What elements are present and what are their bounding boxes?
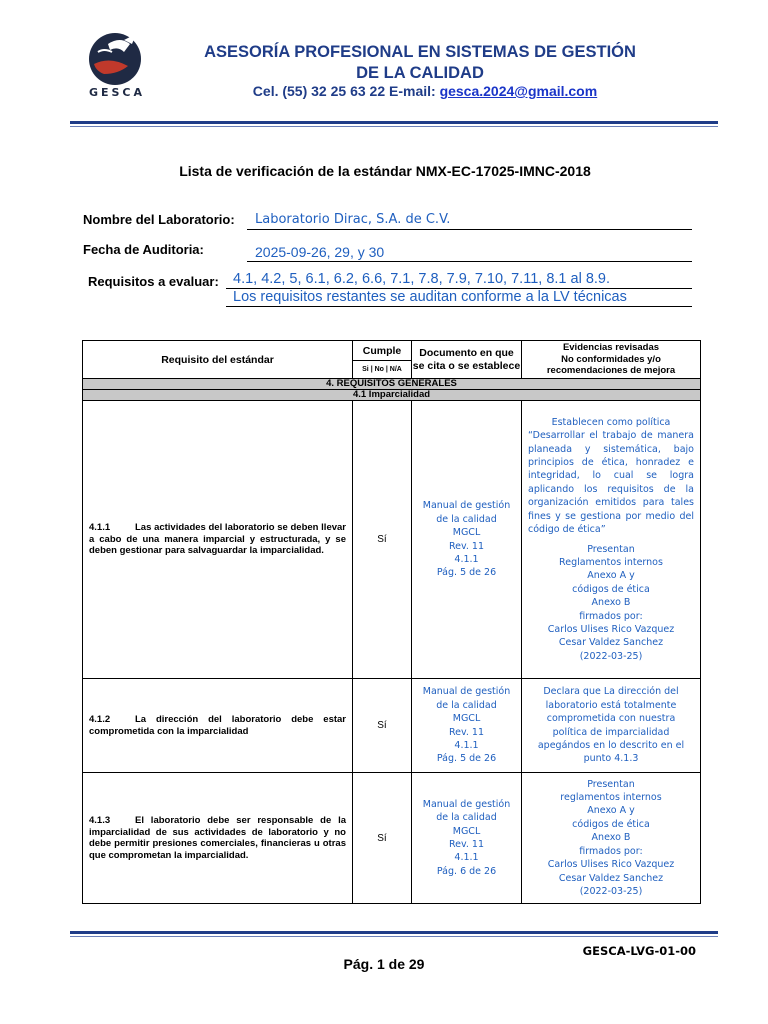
requirements-line2: Los requisitos restantes se auditan conforme a la LV técnicas	[226, 289, 692, 307]
table-row	[83, 401, 701, 679]
evidence-line: Anexo A y	[587, 570, 635, 582]
cumple-cell: Sí	[353, 679, 412, 773]
logo-emblem-icon	[84, 30, 150, 90]
evidence-line: punto 4.1.3	[583, 753, 639, 765]
evidence-line: (2022-03-25)	[579, 885, 643, 897]
header-cumple: Cumple	[353, 341, 412, 361]
requirement-cell	[83, 679, 353, 773]
table-row	[83, 773, 701, 904]
requirements-value	[226, 271, 692, 307]
evidence-line: firmados por:	[579, 610, 643, 622]
evidence-line: Carlos Ulises Rico Vazquez	[547, 859, 675, 871]
subsection-title: 4.1 Imparcialidad	[83, 390, 701, 401]
document-title: Lista de verificación de la estándar NMX-EC-17025-IMNC-2018	[179, 163, 591, 179]
requirement-number: 4.1.1	[89, 522, 111, 534]
doc-line: MGCL	[452, 527, 481, 539]
header-requisito: Requisito del estándar	[83, 341, 353, 379]
doc-line: 4.1.1	[454, 739, 479, 751]
doc-line: Rev. 11	[448, 839, 485, 850]
evidence-line: reglamentos internos	[560, 792, 662, 804]
contact-phone: Cel. (55) 32 25 63 22 E-mail:	[252, 83, 440, 99]
evidence-cell	[522, 401, 701, 679]
evidence-line: laboratorio está totalmente	[545, 699, 677, 711]
doc-line: Pág. 5 de 26	[436, 567, 497, 579]
requirements-label: Requisitos a evaluar:	[88, 274, 219, 289]
document-cell	[412, 773, 522, 904]
requirement-number: 4.1.3	[89, 815, 111, 826]
email-link[interactable]: gesca.2024@gmail.com	[439, 83, 598, 99]
doc-line: MGCL	[452, 825, 481, 837]
checklist-table	[82, 340, 701, 904]
requirements-line1: 4.1, 4.2, 5, 6.1, 6.2, 6.6, 7.1, 7.8, 7.9, 7.10, 7.11, 8.1 al 8.9.	[226, 271, 692, 289]
contact-line	[160, 83, 690, 99]
evidence-line: Anexo B	[591, 832, 631, 844]
org-name-line2: DE LA CALIDAD	[356, 64, 484, 82]
doc-line: Rev. 11	[448, 540, 485, 552]
lab-name-value: Laboratorio Dirac, S.A. de C.V.	[247, 212, 692, 230]
evidence-cell	[522, 773, 701, 904]
page-number: Pág. 1 de 29	[343, 956, 425, 972]
evidence-policy-text: “Desarrollar el trabajo de manera planeada y sistemática, bajo principios de ética, honradez e integridad, lo cual se logra aplicando los requisitos de la organización emitidos para tales fines y se gestiona por medio del código de ética”	[528, 430, 694, 536]
evidence-line: comprometida con nuestra	[546, 713, 676, 725]
logo-text: GESCA	[88, 86, 146, 99]
lab-name-label: Nombre del Laboratorio:	[83, 212, 235, 227]
table-header-row	[83, 341, 701, 361]
evidence-line: (2022-03-25)	[579, 650, 643, 662]
subsection-row	[83, 390, 701, 401]
header-documento: Documento en que se cita o se establece	[412, 341, 522, 379]
evidence-line: Cesar Valdez Sanchez	[558, 637, 664, 649]
evidence-line: Presentan	[587, 543, 635, 555]
cumple-cell: Sí	[353, 401, 412, 679]
evidence-line: firmados por:	[579, 845, 643, 857]
evidence-line: apegándos en lo descrito en el	[537, 739, 685, 751]
header-evidencias: Evidencias revisadas No conformidades y/o recomendaciones de mejora	[522, 341, 701, 379]
doc-line: de la calidad	[436, 513, 497, 525]
doc-line: Rev. 11	[448, 726, 485, 738]
evidence-line: Carlos Ulises Rico Vazquez	[547, 623, 675, 635]
evidence-line: Anexo B	[591, 597, 631, 609]
header-divider	[70, 121, 718, 127]
evidence-line: Anexo A y	[587, 805, 635, 817]
evidence-line: Establecen como política	[551, 416, 671, 428]
header-cumple-options: Si | No | N/A	[353, 361, 412, 379]
doc-line: Pág. 5 de 26	[436, 753, 497, 765]
requirement-text: La dirección del laboratorio debe estar comprometida con la imparcialidad	[89, 714, 346, 737]
evidence-line: códigos de ética	[572, 818, 650, 830]
requirement-cell	[83, 773, 353, 904]
doc-line: 4.1.1	[454, 553, 479, 565]
doc-line: Manual de gestión	[422, 798, 511, 810]
evidence-line: Cesar Valdez Sanchez	[558, 872, 664, 884]
section-title: 4. REQUISITOS GENERALES	[83, 379, 701, 390]
footer-divider	[70, 931, 718, 937]
audit-date-value: 2025-09-26, 29, y 30	[247, 244, 692, 262]
document-code: GESCA-LVG-01-00	[582, 944, 696, 958]
table-row	[83, 679, 701, 773]
requirement-cell	[83, 401, 353, 679]
document-cell	[412, 401, 522, 679]
audit-date-label: Fecha de Auditoria:	[83, 242, 204, 257]
document-cell	[412, 679, 522, 773]
org-name-line1: ASESORÍA PROFESIONAL EN SISTEMAS DE GESTIÓN	[204, 43, 636, 61]
evidence-line: Presentan	[587, 778, 635, 790]
evidence-line: Declara que La dirección del	[543, 686, 679, 698]
doc-line: de la calidad	[436, 699, 497, 711]
cumple-cell: Sí	[353, 773, 412, 904]
requirement-text: El laboratorio debe ser responsable de la imparcialidad de sus actividades de laboratorio y no debe permitir presiones comerciales, financieras u otras que comprometan la imparcialidad.	[89, 815, 346, 861]
requirement-text: Las actividades del laboratorio se deben llevar a cabo de una manera imparcial y estructurada, y se deben gestionar para salvaguardar la imparcialidad.	[89, 522, 346, 557]
evidence-cell	[522, 679, 701, 773]
section-row	[83, 379, 701, 390]
evidence-line: códigos de ética	[572, 583, 650, 595]
requirement-number: 4.1.2	[89, 714, 111, 725]
doc-line: Manual de gestión	[422, 686, 511, 698]
doc-line: Pág. 6 de 26	[436, 865, 497, 877]
doc-line: MGCL	[452, 713, 481, 725]
doc-line: Manual de gestión	[422, 500, 511, 512]
doc-line: de la calidad	[436, 812, 497, 824]
evidence-line: política de imparcialidad	[552, 726, 670, 738]
doc-line: 4.1.1	[454, 852, 479, 864]
evidence-line: Reglamentos internos	[559, 556, 663, 568]
